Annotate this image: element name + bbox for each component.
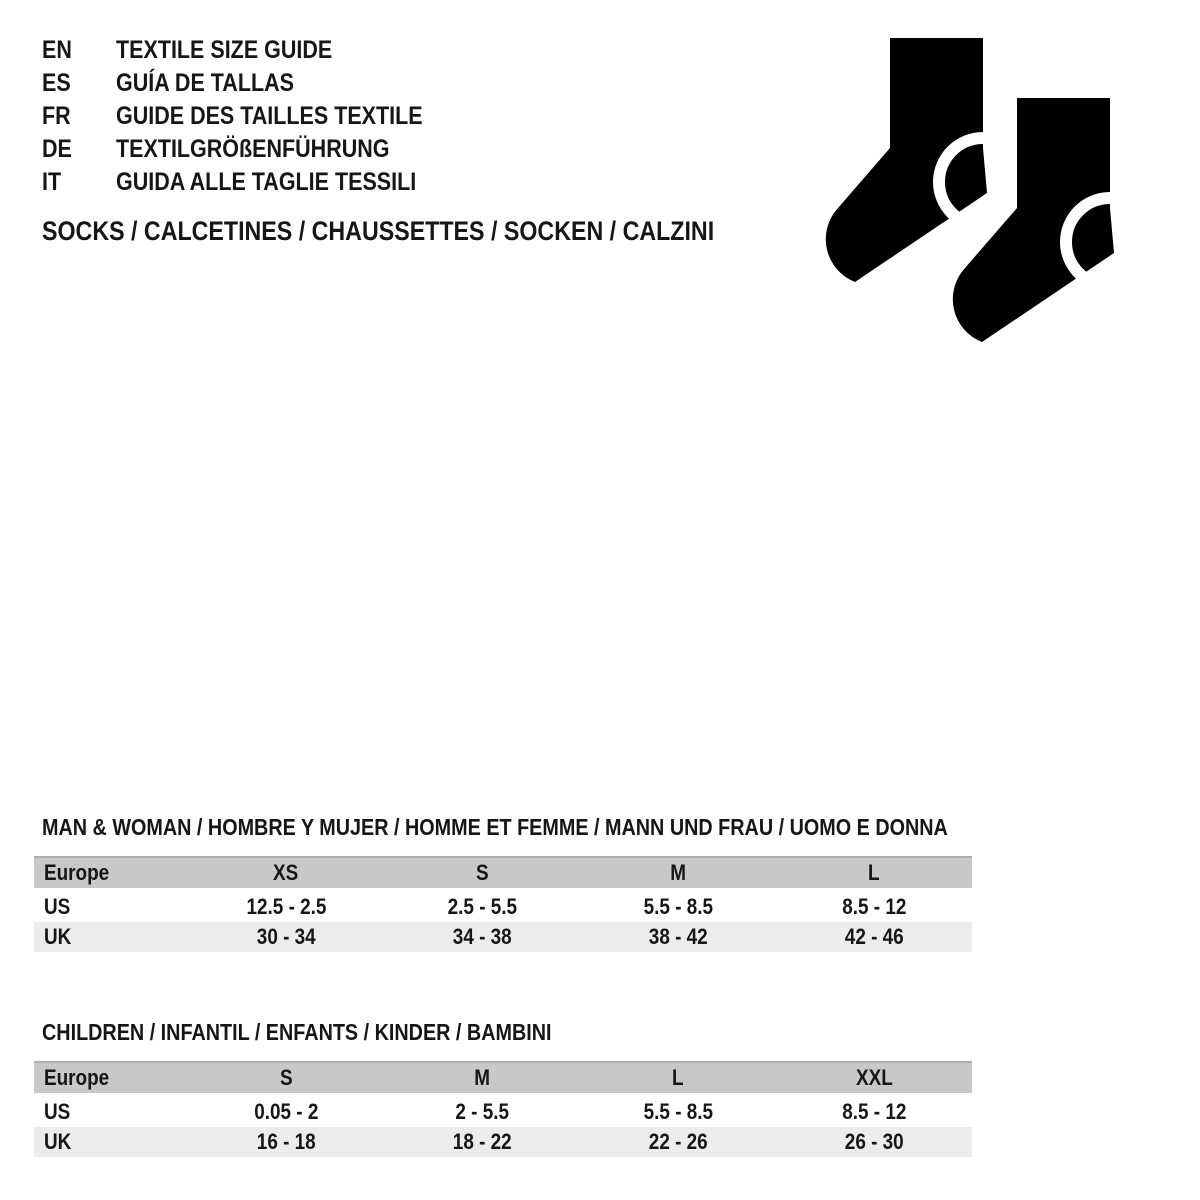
language-row <box>42 100 473 133</box>
row-label: US <box>44 1099 71 1124</box>
size-cell: 8.5 - 12 <box>841 1099 907 1124</box>
table-title: CHILDREN / INFANTIL / ENFANTS / KINDER / BAMBINI <box>42 1019 552 1045</box>
language-row <box>42 67 473 100</box>
header-cell-region: Europe <box>44 1065 110 1090</box>
row-label: US <box>44 894 71 919</box>
table-row-us <box>34 892 972 922</box>
row-label: UK <box>44 1129 72 1154</box>
language-code: DE <box>42 135 72 163</box>
size-cell: 30 - 34 <box>256 924 316 949</box>
size-cell: 8.5 - 12 <box>841 894 907 919</box>
language-row <box>42 34 473 67</box>
header-cell-size: XXL <box>855 1065 893 1090</box>
header-cell-size: L <box>672 1065 684 1090</box>
table-header-row <box>34 1061 972 1093</box>
size-cell: 0.05 - 2 <box>253 1099 319 1124</box>
header-cell-size: M <box>670 860 686 885</box>
header-cell-size: L <box>868 860 880 885</box>
table-row-uk <box>34 922 972 952</box>
category-title-text: SOCKS / CALCETINES / CHAUSSETTES / SOCKEN / CALZINI <box>42 216 715 246</box>
header-cell-size: XS <box>273 860 299 885</box>
header-cell-size: M <box>474 1065 490 1090</box>
row-label: UK <box>44 924 72 949</box>
language-row <box>42 166 473 199</box>
table-title: MAN & WOMAN / HOMBRE Y MUJER / HOMME ET FEMME / MANN UND FRAU / UOMO E DONNA <box>42 814 948 840</box>
table-header-row <box>34 856 972 888</box>
table-row-us <box>34 1097 972 1127</box>
header-cell-size: S <box>279 1065 293 1090</box>
size-cell: 22 - 26 <box>648 1129 708 1154</box>
language-label: TEXTILGRÖßENFÜHRUNG <box>116 135 390 163</box>
header-cell-region: Europe <box>44 860 110 885</box>
header-cell-size: S <box>475 860 489 885</box>
sock-left <box>826 38 987 282</box>
size-table-children <box>34 1020 972 1157</box>
language-row <box>42 133 473 166</box>
language-code: EN <box>42 36 72 64</box>
size-cell: 42 - 46 <box>844 924 904 949</box>
size-cell: 26 - 30 <box>844 1129 904 1154</box>
language-code: ES <box>42 69 71 97</box>
language-code: FR <box>42 102 71 130</box>
size-cell: 18 - 22 <box>452 1129 512 1154</box>
category-title <box>42 214 824 248</box>
language-label: GUIDE DES TAILLES TEXTILE <box>116 102 423 130</box>
size-table-man-woman <box>34 815 972 952</box>
size-cell: 2.5 - 5.5 <box>447 894 517 919</box>
language-label: GUIDA ALLE TAGLIE TESSILI <box>116 168 417 196</box>
size-cell: 34 - 38 <box>452 924 512 949</box>
table-row-uk <box>34 1127 972 1157</box>
size-cell: 38 - 42 <box>648 924 708 949</box>
language-label: TEXTILE SIZE GUIDE <box>116 36 333 64</box>
size-cell: 5.5 - 8.5 <box>643 1099 713 1124</box>
language-code: IT <box>42 168 62 196</box>
socks-icon <box>805 28 1140 358</box>
language-list <box>42 34 473 199</box>
size-cell: 16 - 18 <box>256 1129 316 1154</box>
size-cell: 5.5 - 8.5 <box>643 894 713 919</box>
language-label: GUÍA DE TALLAS <box>116 69 294 97</box>
size-cell: 12.5 - 2.5 <box>246 894 326 919</box>
size-cell: 2 - 5.5 <box>455 1099 509 1124</box>
